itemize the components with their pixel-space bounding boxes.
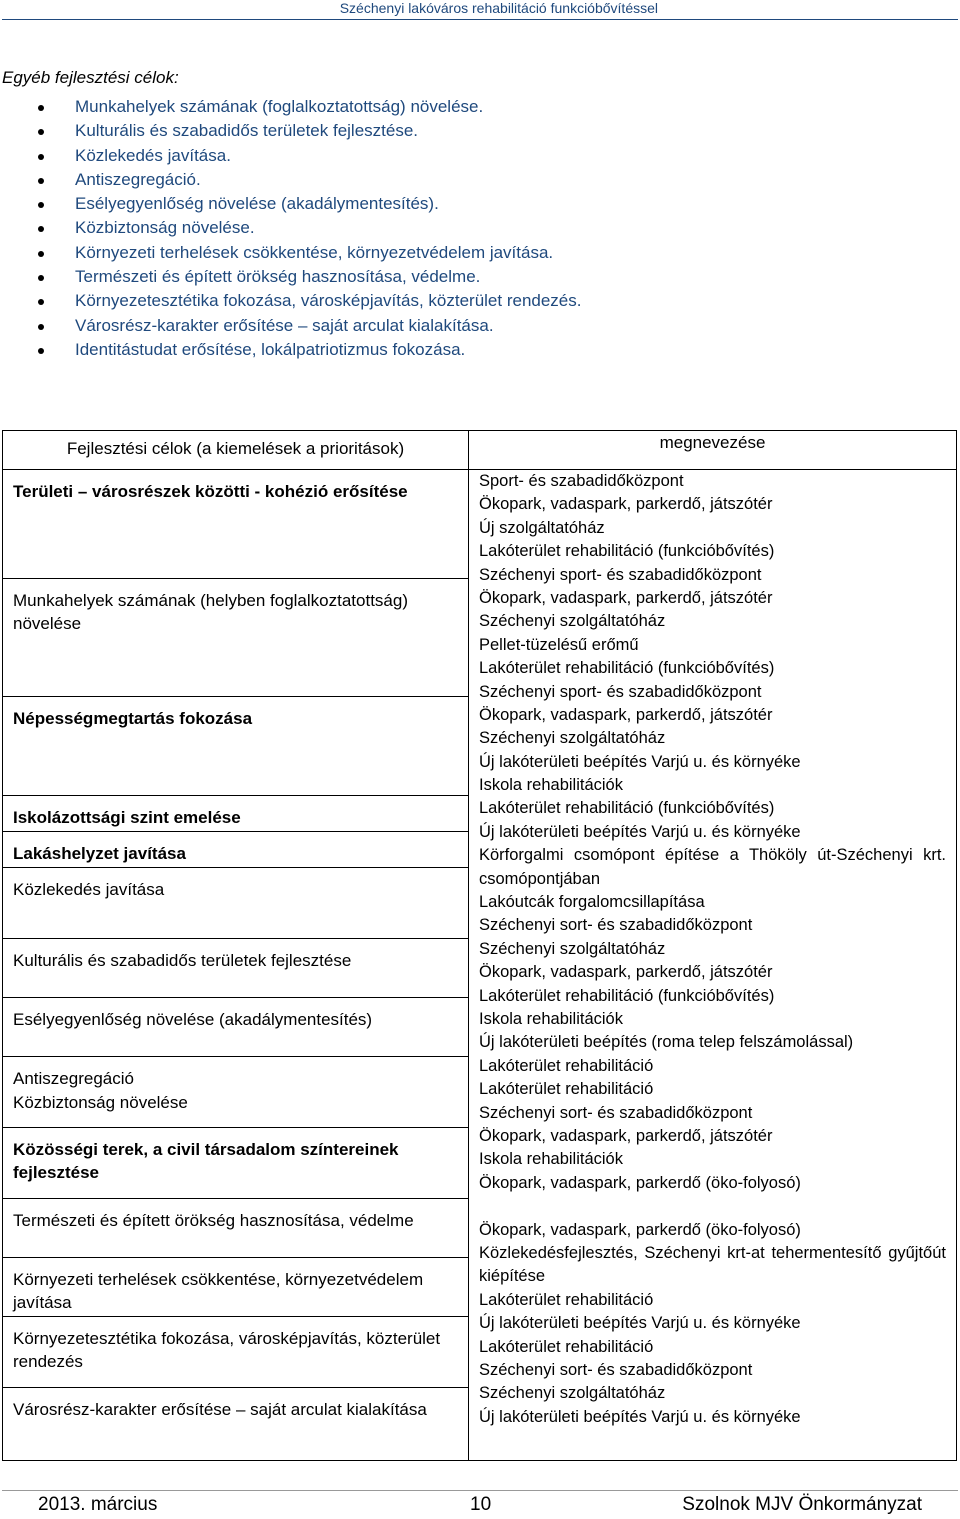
list-item: Új szolgáltatóház [479, 518, 605, 537]
header-title: Széchenyi lakóváros rehabilitáció funkcióbővítéssel [339, 0, 658, 16]
goal-text: Esélyegyenlőség növelése (akadálymentesítés). [75, 194, 439, 214]
bullet-icon [38, 299, 44, 305]
bullet-icon [38, 178, 44, 184]
goal-cell: Környezetesztétika fokozása, városképjavítás, közterület rendezés [3, 1317, 468, 1388]
goal-list-item [0, 216, 581, 240]
list-item: Széchenyi sort- és szabadidőközpont [479, 1103, 753, 1122]
goal-list-item [0, 95, 581, 119]
list-item: Széchenyi sort- és szabadidőközpont [479, 1360, 753, 1379]
list-item: Sport- és szabadidőközpont [479, 472, 684, 490]
goal-cell: Közösségi terek, a civil társadalom színtereinek fejlesztése [3, 1128, 468, 1199]
goal-cell: Munkahelyek számának (helyben foglalkoztatottság) növelése [3, 579, 468, 697]
goal-text: Környezetesztétika fokozása, városképjavítás, közterület rendezés. [75, 291, 582, 311]
list-item: Ökopark, vadaspark, parkerdő, játszótér [479, 1126, 773, 1145]
goal-cell: Területi – városrészek közötti - kohézió erősítése [3, 470, 468, 579]
left-column [3, 470, 469, 1461]
goal-cell: Népességmegtartás fokozása [3, 697, 468, 796]
goal-list-item [0, 144, 581, 168]
list-item [479, 1195, 946, 1218]
bullet-icon [38, 226, 44, 232]
list-item: Ökopark, vadaspark, parkerdő (öko-folyosó) [479, 1173, 801, 1192]
right-column [469, 470, 957, 1461]
table-head-right: megnevezése [469, 431, 957, 470]
goal-cell: Lakáshelyzet javítása [3, 832, 468, 868]
goal-text: Természeti és épített örökség hasznosítása, védelme. [75, 267, 481, 287]
list-item: Iskola rehabilitációk [479, 1010, 623, 1029]
list-item: Új lakóterületi beépítés Varjú u. és környéke [479, 822, 801, 841]
goal-text: Közbiztonság növelése. [75, 218, 255, 238]
page-header [0, 0, 960, 22]
bullet-icon [38, 105, 44, 111]
footer-org: Szolnok MJV Önkormányzat [682, 1494, 922, 1515]
goal-text: Közlekedés javítása. [75, 145, 231, 165]
goal-text: Antiszegregáció. [75, 169, 201, 189]
list-item: Széchenyi szolgáltatóház [479, 612, 666, 631]
list-item: Ökopark, vadaspark, parkerdő, játszótér [479, 588, 773, 607]
goal-text: Munkahelyek számának (foglalkoztatottság) növelése. [75, 97, 484, 116]
section-title: Egyéb fejlesztési célok: [2, 68, 179, 87]
goal-list-item [0, 265, 581, 289]
list-item: Új lakóterületi beépítés Varjú u. és környéke [479, 752, 801, 771]
footer-date: 2013. március [38, 1494, 158, 1515]
list-item: Lakóterület rehabilitáció [479, 1337, 654, 1356]
left-cells [3, 470, 468, 1460]
list-item: Lakóterület rehabilitáció (funkcióbővítés) [479, 986, 775, 1005]
list-item: Széchenyi sport- és szabadidőközpont [479, 565, 762, 584]
table-header-row [3, 431, 957, 470]
footer-page-number: 10 [470, 1494, 492, 1515]
bullet-icon [38, 129, 44, 135]
list-item: Lakóterület rehabilitáció [479, 1080, 654, 1099]
list-item: Ökopark, vadaspark, parkerdő, játszótér [479, 963, 773, 982]
list-item: Új lakóterületi beépítés Varjú u. és környéke [479, 1407, 801, 1426]
list-item: Iskola rehabilitációk [479, 776, 623, 795]
list-item: Lakóterület rehabilitáció (funkcióbővítés) [479, 799, 775, 818]
bullet-icon [38, 324, 44, 330]
goal-cell: Környezeti terhelések csökkentése, környezetvédelem javítása [3, 1258, 468, 1317]
header-rule [2, 19, 958, 20]
goal-list-item [0, 192, 581, 216]
list-item: Széchenyi sort- és szabadidőközpont [479, 916, 753, 935]
goal-cell: Esélyegyenlőség növelése (akadálymentesítés) [3, 998, 468, 1057]
bullet-icon [38, 275, 44, 281]
list-item: Széchenyi szolgáltatóház [479, 939, 666, 958]
list-item: Lakóterület rehabilitáció [479, 1056, 654, 1075]
bullet-icon [38, 202, 44, 208]
table-head-left: Fejlesztési célok (a kiemelések a prioritások) [3, 431, 469, 470]
list-item: Széchenyi sport- és szabadidőközpont [479, 682, 762, 701]
goal-list-item [0, 168, 581, 192]
goal-list-item [0, 241, 581, 265]
list-item: Lakóterület rehabilitáció (funkcióbővítés) [479, 659, 775, 678]
goal-cell: Városrész-karakter erősítése – saját arculat kialakítása [13, 1400, 427, 1419]
list-item: Lakóterület rehabilitáció [479, 1290, 654, 1309]
goal-list-item [0, 338, 581, 362]
goal-cell: Közlekedés javítása [3, 868, 468, 939]
goal-text: Kulturális és szabadidős területek fejlesztése. [75, 121, 419, 141]
footer-rule [2, 1490, 958, 1491]
goal-text: Városrész-karakter erősítése – saját arculat kialakítása. [75, 315, 494, 335]
goal-cell: Közbiztonság növelése [3, 1081, 468, 1128]
list-item: Lakóterület rehabilitáció (funkcióbővítés) [479, 542, 775, 561]
list-item: Pellet-tüzelésű erőmű [479, 635, 639, 654]
list-item: Ökopark, vadaspark, parkerdő, játszótér [479, 705, 773, 724]
list-item: Körforgalmi csomópont építése a Thököly út-Széchenyi krt. csomópontjában [479, 846, 946, 888]
goals-list [0, 95, 581, 362]
goal-list-item [0, 314, 581, 338]
goal-cell: Kulturális és szabadidős területek fejlesztése [3, 939, 468, 998]
list-item: Ökopark, vadaspark, parkerdő (öko-folyosó) [479, 1220, 801, 1239]
goals-table [2, 430, 957, 1461]
list-item: Lakóutcák forgalomcsillapítása [479, 893, 705, 912]
table-body-row [3, 470, 957, 1461]
bullet-icon [38, 251, 44, 257]
goal-list-item [0, 119, 581, 143]
goal-text: Környezeti terhelések csökkentése, környezetvédelem javítása. [75, 242, 554, 262]
list-item: Új lakóterületi beépítés Varjú u. és környéke [479, 1314, 801, 1333]
bullet-icon [38, 348, 44, 354]
goal-cell: Iskolázottsági szint emelése [3, 796, 468, 832]
list-item: Ökopark, vadaspark, parkerdő, játszótér [479, 495, 773, 514]
list-item: Iskola rehabilitációk [479, 1150, 623, 1169]
goal-list-item [0, 289, 581, 313]
page-footer [0, 1494, 960, 1518]
list-item: Széchenyi szolgáltatóház [479, 1384, 666, 1403]
goal-cell: Antiszegregáció [13, 1069, 134, 1088]
list-item: Új lakóterületi beépítés (roma telep felszámolással) [479, 1033, 854, 1052]
goal-cell: Természeti és épített örökség hasznosítása, védelme [3, 1199, 468, 1258]
list-item: Széchenyi szolgáltatóház [479, 729, 666, 748]
bullet-icon [38, 154, 44, 160]
list-item: Közlekedésfejlesztés, Széchenyi krt-at tehermentesítő gyűjtőút kiépítése [479, 1243, 946, 1286]
goal-text: Identitástudat erősítése, lokálpatriotizmus fokozása. [75, 339, 466, 359]
